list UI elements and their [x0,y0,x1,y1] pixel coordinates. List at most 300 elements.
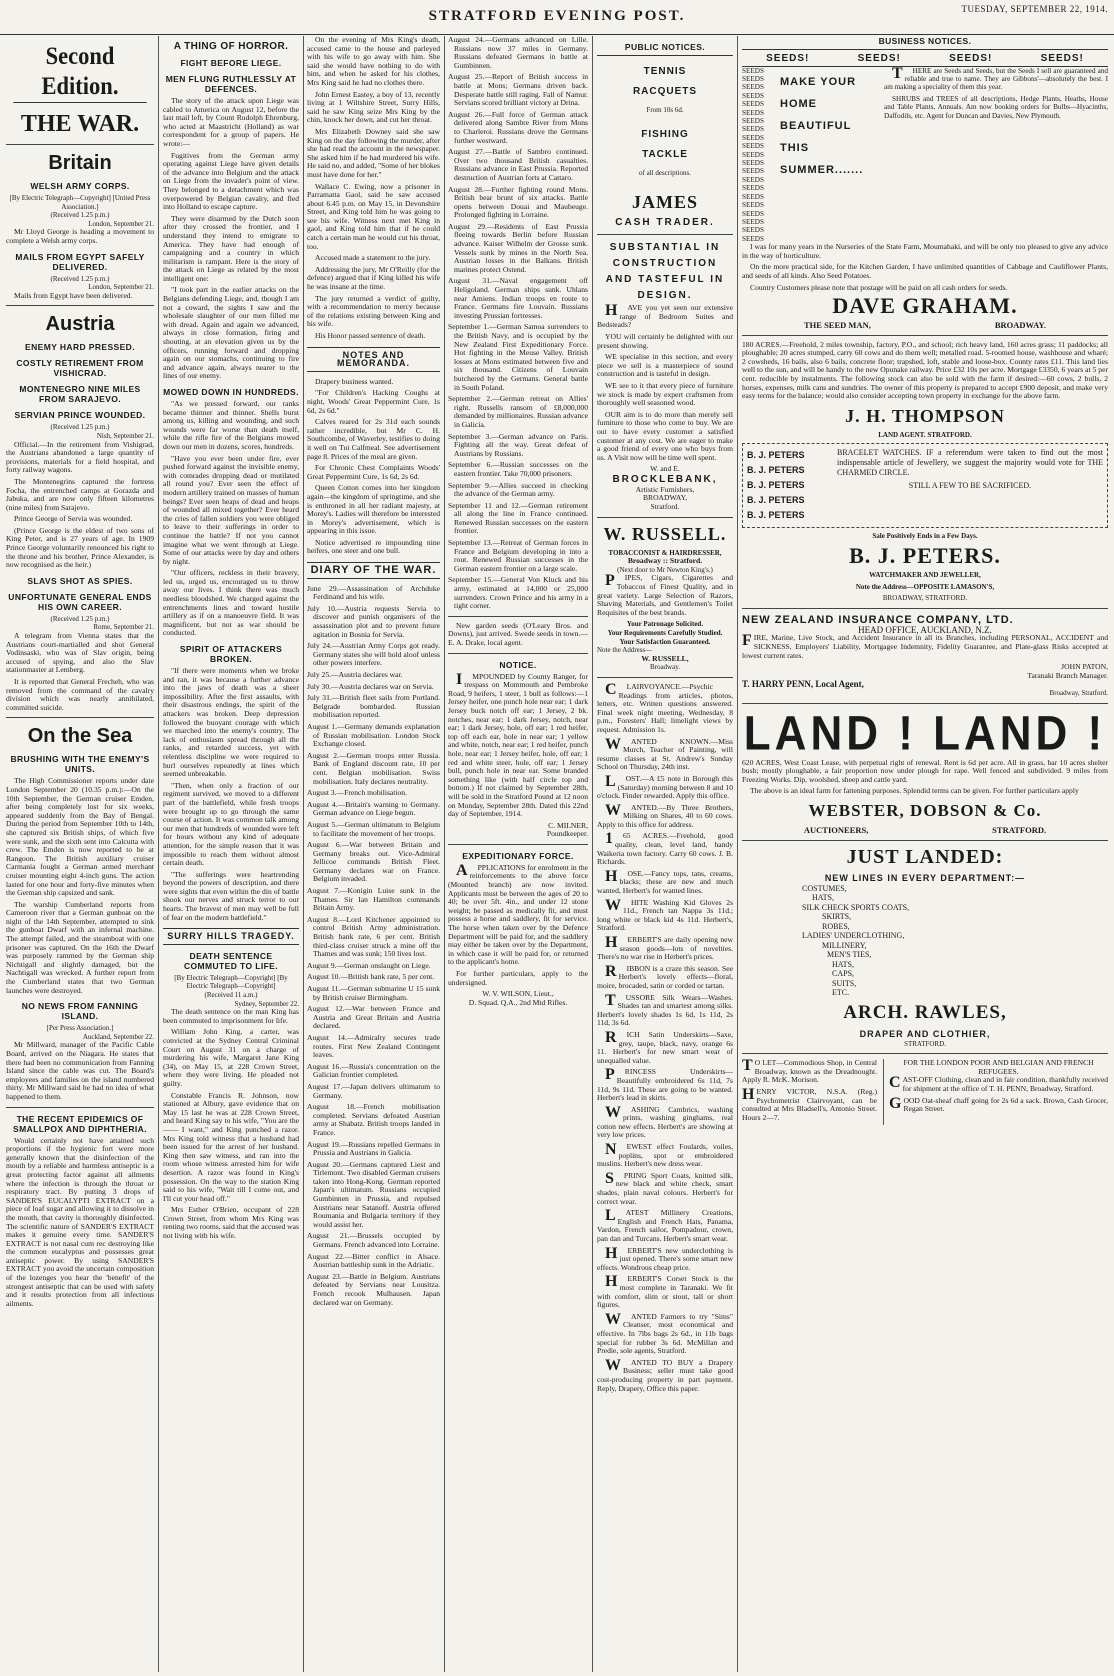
dateline: Nish, September 21. [96,431,154,440]
brocklebank-line: W. and E. [650,464,680,474]
peters-still: STILL A FEW TO BE SACRIFICED. [908,481,1032,491]
column-rule [444,36,445,1672]
subheading: ENEMY HARD PRESSED. [25,342,135,353]
diary-entry: September 11 and 12.—German retirement all along the line in France continued. Renewed Russian successes on the eastern frontier. [448,500,588,536]
received-line: (Received 1.25 p.m.) [50,423,110,432]
austria-heading: Austria [45,313,115,336]
farm-ad-text: 180 ACRES.—Freehold, 2 miles township, factory, P.O., and school; rich heavy land, 160 acres grass; 11 paddocks; all ploughable; 20 acres stumped, carry 60 cows and do them well; metalled road. 5-roomed house, washhouse and wharé; 2 cowsheds, 16 bails, also 6 bails, concrete floor; trapshed, loft, stable and loose-box. County rates £11. This land lies well to the sun, and will be handy to the new Opunake railway. Price £32 10s per acre. Mortgage £3350, 6 years at 5 per cent. reducible by instalments. The following stock can also be sold with the farm if desired:—60 cows, 2 bulls, 2 horses, expenses, milk cans and sundries. The owner of this property is prepared to accept £900 deposit, and make very easy terms for the balance; would also consider accepting town property in exchange for the above farm. [742,339,1108,401]
webster-title: AUCTIONEERS, [803,824,869,835]
column-rule [737,36,738,1672]
james-ad-name: JAMES [631,192,698,213]
classified-ad: WANTED KNOWN.—Miss Murch, Teacher of Painting, will resume classes at St. Andrew's Sunday School on Thursday, 24th inst. [597,735,733,772]
subheading: SPIRIT OF ATTACKERS BROKEN. [179,644,283,665]
received-line: (Received 1.25 p.m.) [50,614,110,623]
subheading: DEATH SENTENCE COMMUTED TO LIFE. [184,950,278,971]
divider [448,653,588,654]
classified-ad: TO LET—Commodious Shop, in Central Broadway, known as the Dreadnought. Apply R. McK. Morison. [742,1057,877,1085]
article-paragraph: Wallace C. Ewing, now a prisoner in Parramatta Gaol, said he saw accused about 6.45 p.m. on May 15, in Devonshire Street, and King told him he was going to see his wife. Witness next met King in gaol, and King told him that if he could catch a certain man he would cut his throat, too. [307,181,440,251]
nzic-sign: Taranaki Branch Manager. [1027,670,1108,680]
diary-entry: August 16.—Russia's concentration on the Galician frontier completed. [307,1061,440,1080]
landed-item: MILLINERY, [822,940,867,950]
diary-entry: August 4.—Britain's warning to Germany. German advance on Liege begun. [307,799,440,818]
subheading: FIGHT BEFORE LIEGE. [180,58,282,68]
classified-ad: HERBERT'S new underclothing is just opened. There's some smart new effects. Wondrous cheap price. [597,1244,733,1272]
landed-sub: NEW LINES IN EVERY DEPARTMENT:— [824,872,1026,883]
signature-title: Poundkeeper. [546,829,588,839]
land-text: 620 ACRES, West Coast Lease, with perpetual right of renewal. Rent is 6d per acre. All in grass, bar 10 acres shelter bush; mostly ploughable, a fair proportion now under plough for rape. Well fenced and subdivided. 9 miles from Freezing Works. Dip, woolshed, sheep and cattle yard. [742,757,1108,784]
seeds-word: SEEDS [742,167,764,176]
peters-name: B. J. PETERS [747,495,805,506]
divider [448,616,588,617]
diary-entry: August 11.—German submarine U 15 sunk by British cruiser Birmingham. [307,984,440,1002]
column-3 [307,36,440,1672]
notes-heading: NOTES AND MEMORANDA. [307,347,440,372]
fishing-desc: of all descriptions. [639,168,691,177]
classified-ad: PRINCESS Underskirts—Beautifully embroidered 6s 11d, 7s 11d, 9s 11d. These are going to be wanted. Herbert's lead in skirts. [597,1066,733,1103]
signature: W. V. WILSON, Lieut., [482,989,554,999]
business-notices-heading: BUSINESS NOTICES. [742,36,1108,50]
james-ad-sub: CASH TRADER. [615,217,715,229]
diary-entry: August 1.—Germany demands explanation of Russian mobilisation. London Stock Exchange closed. [307,721,440,749]
signature-title: D. Squad. Q.A., 2nd Mtd Rifles. [468,997,568,1007]
classified-ad: HERBERT'S are daily opening new season goods—lots of novelties. There's no war rise in Herbert's prices. [597,934,733,962]
classified-ad: WANTED Farmers to try "Sims" Cleanser, most economical and effective. In 7lbs bags 2s 6d., in 11b bags special for rubber 3s 6d. McMillan and Predie, sole agents, Stratford. [597,1310,733,1356]
article-paragraph: "Then, when only a fraction of our regiment survived, we moved to a different part of the battlefield, while fresh troops were brought up to go through the same course of action. It was common talk among our men that hundreds of wounded were left for hours without any kind of adequate attention, for the simple reason that it was impossible to reach them without almost certain death. [163,780,299,868]
peters-address: BROADWAY, STRATFORD. [882,594,968,603]
seeds-word-list [742,67,776,244]
article-paragraph: "If there were moments when we broke and ran, it was because a further advance into the jaws of death was a sheer impossibility. After the first assaults, with their disastrous endings, the spirit of the attackers was broken. Deep depression followed the buoyant courage with which we marched into the enemy's country. The lack of enthusiasm spread through all the ranks, and retarded success, yet with relentless discipline we were required to hurl ourselves repeatedly at lines which seemed unbreakable. [163,666,299,779]
brocklebank-line: BROADWAY, [642,493,688,503]
subheading: UNFORTUNATE GENERAL ENDS HIS OWN CAREER. [8,591,152,612]
peters-text: BRACELET WATCHES. IF a referendum were taken to find out the most indispensable article of Jewellery, we suggest the majority would vote for THE CHARMED CIRCLE. [837,448,1103,478]
divider [6,305,154,306]
seeds-text: SHRUBS and TREES of all descriptions, Hedge Plants, Heaths, House and Table Plants, Annuals. Am now booking orders for Bulbs—Hyacinths, Daffodils, etc. Agent for Duncan and Davies, New Plymouth. [884,94,1108,120]
diary-entry: September 1.—German Samoa surrenders to the British Navy, and is occupied by the New Zealand First Expeditionary Force. Hot fighting in the Meuse Valley. British losses at Mons estimated between five and six thousand. Citizens of Louvain butchered by the Germans. General battle in South Poland. [448,322,588,392]
subheading: MONTENEGRO NINE MILES FROM SARAJEVO. [19,384,141,405]
graham-sub [742,321,1108,330]
divider [742,335,1108,336]
seeds-slogan-box [776,67,884,244]
subheading: WELSH ARMY CORPS. [30,181,130,191]
seeds-text: Country Customers please note that postage will be paid on all cash orders for seeds. [750,282,1008,292]
article-paragraph: Addressing the jury, Mr O'Reilly (for the defence) argued that if King killed his wife he was insane at the time. [307,264,440,292]
business-notices-column [742,36,1108,1672]
landed-item: ETC. [832,988,850,998]
russell-line: Your Satisfaction Guaranteed. [619,637,711,646]
article-paragraph: "Have you ever been under fire, ever pushed forward against the invisible enemy, with comrades dropping dead or mutilated all round you? Ever seen the effect of modern artillery trained on masses of human beings? Ever seen heaps of dead and heaps of wounded all mixed together? Ever heard the cries of fallen soldiers you were obliged to leave to their sufferings in order to continue the battle? If not you cannot imagine what we went through at Liege. Some of our attacks were by day and others by night. [163,453,299,566]
note-item: "For Children's Hacking Coughs at night, Woods' Great Peppermint Cure, 1s 6d, 2s 6d." [307,388,440,415]
seeds-shout: SEEDS! [857,53,901,64]
divider [6,1107,154,1108]
peters-sale: Sale Positively Ends in a Few Days. [872,532,978,541]
received-line: (Received 1.25 p.m.) [50,211,110,220]
russell-sign: Broadway. [649,663,681,672]
diary-entry: July 30.—Austria declares war on Servia. [307,681,434,691]
diary-entry: August 27.—Battle of Sambro continued. Over two thousand British casualties. Russians advance in East Prussia. Reported destruction of Austrian forts at Cattaro. [448,147,588,182]
penn-address: Broadway, Stratford. [1049,688,1108,697]
seeds-word: SEEDS [742,117,764,126]
note-item: Notice advertised re impounding nine heifers, one steer and one bull. [307,537,440,556]
diary-entry: July 31.—British fleet sails from Portland. Belgrade bombarded. Russian mobilisation reported. [307,693,440,720]
seeds-shout: SEEDS! [1040,53,1084,64]
landed-item: COSTUMES, [802,883,847,893]
diary-entry: September 9.—Allies succeed in checking the advance of the German army. [448,480,588,499]
credit-line: [By Electric Telegraph—Copyright] [United Press Association.] [9,194,151,211]
note-item: For Chronic Chest Complaints Woods' Great Peppermint Cure, 1s 6d, 2s 6d. [307,463,440,481]
graham-address: BROADWAY. [994,320,1046,331]
subheading: MOWED DOWN IN HUNDREDS. [163,387,299,397]
diary-list [448,36,588,611]
divider [742,1053,1108,1054]
seeds-shout: SEEDS! [766,53,810,64]
subheading: BRUSHING WITH THE ENEMY'S UNITS. [10,754,150,775]
article-paragraph: "Our officers, reckless in their bravery, led us, urged us, encouraged us to throw away our lives. I think there was much needless bloodshed. We charged against the entrenchments lines and toward hostile artillery as if on a manoeuvre field. It was magnificent, but not as war should be conducted. [163,568,299,638]
seeds-word: SEEDS [742,108,764,117]
received-line: (Received 11 a.m.) [204,991,258,1000]
advert-text: Would certainly not have attained such proportions if the hygienic fort were more generally known that the disinfection of the mouth by a reliable and harmless antiseptic is a great protecting factor against all ailments where the infection is through the throat or respiratory tract. By putting 3 drops of SANDER'S EUCALYPTI EXTRACT on a piece of loaf sugar and allowing it to dissolve in the mouth, that cavity is thoroughly disinfected. The scientific nature of SANDER'S EXTRACT makes it genuine every time. SANDER'S EXTRACT is not nasal cum rec destroying like the common eucalyptus and possesses great antiseptic power. By using SANDER'S EXTRACT you avoid the uncertain composition of the lozenges you hear the 'benefit' of the strongest antiseptic that can be used with safety and it results protection from all infectious ailments. [6,1135,154,1308]
article-paragraph: The jury returned a verdict of guilty, with a recommendation to mercy because of the relations existing between King and his wife. [307,293,440,329]
seeds-word: SEEDS [742,91,764,100]
classified-ad: LATEST Millinery Creations, English and French Hats, Panama, Vardon, French sailor, Pompadour, crown, pan dan and Turcans. Herbert's smart wear. [597,1207,733,1243]
note-item: Calves reared for 2s 31d each sounds rather incredible, but Mr C. H. Southcombe, of Waverley, testifies to doing it well on Tui Calfmeal. See advertisement page 8. Prices of the meal are given. [307,417,440,461]
diary-entry: August 23.—Battle in Belgium. Austrians defeated by Servians near Lousitza. French recook Mulhausen. Japan declared war on Germany. [307,1271,440,1307]
landed-item: SUITS, [832,978,857,988]
graham-name: DAVE GRAHAM. [832,293,1018,319]
received-line: (Received 1.25 p.m.) [50,274,110,283]
peters-copy [837,448,1103,523]
article-paragraph: The story of the attack upon Liege was cabled to America on August 12, before the last mail left, by Count Rudolph Ehrenburg, who acted at Maastricht (Holland) as war correspondent for a group of papers. He wrote:— [163,96,299,148]
bottom-ads [742,1059,1108,1125]
article-paragraph: "I took part in the earlier attacks on the Belgians defending Liege, and, though I am not a coward, the sights I saw and the wholesale slaughter of our men filled me with dread. Again and again we advanced, always in close formation, firing and shouting, at an elevation given us by the officers, running forward and dropping again on our stomachs, continuing to fire and advance again, always nearer to the lines of our enemy. [163,285,299,381]
peters-name: B. J. PETERS [747,450,805,461]
diary-heading: DIARY OF THE WAR. [307,562,440,579]
seeds-word: SEEDS [742,217,764,226]
seeds-word: SEEDS [742,226,764,235]
seeds-shout: SEEDS! [949,53,993,64]
classified-ad: 165 ACRES.—Freehold, good quality, clean, level land, handy Waikeria town factory. Carry 60 cows. J. B. Richards. [597,830,733,867]
classified-ad: WANTED.—By Three Brothers, Milking on Shares, 40 to 60 cows. Apply to this office for address. [597,801,733,829]
furniture-ad-heading: SUBSTANTIAL IN CONSTRUCTION AND TASTEFUL IN DESIGN. [605,242,725,302]
diary-entry: August 7.—Konigin Luise sunk in the Thames. Sir Ian Hamilton commands Britain Army. [307,886,440,913]
public-notices-heading: PUBLIC NOTICES. [597,42,733,56]
notice-heading: NOTICE. [499,659,537,670]
land-text: The above is an ideal farm for fattening purposes. Splendid terms can be given. For further particulars apply [750,786,1079,796]
diary-list [307,585,440,1308]
furniture-ad-text: HAVE you yet seen our extensive range of Bedroom Suites and Bedsteads? [597,302,733,330]
divider [448,844,588,845]
subheading: MAILS FROM EGYPT SAFELY DELIVERED. [15,251,145,272]
russell-sign: W. RUSSELL, [641,653,689,663]
webster-sub [742,826,1108,835]
seeds-word: SEEDS [742,209,764,218]
seeds-word: SEEDS [742,175,764,184]
column-1 [6,36,154,1672]
column-2 [163,36,299,1672]
article-paragraph: Mr Millward, manager of the Pacific Cable Board, arrived on the Niagara. He states that there had been no communication from Fanning Island since the cable was cut. The Board's employees and families on the island numbered thirty. Mr Millward said he had no idea of what happened to them. [6,1040,154,1101]
diary-entry: September 2.—German retreat on Allies' right. Russells ransom of £8,000,000 demanded by millionaires. Russian advance in Galicia. [448,394,588,429]
fishing-ad-line: FISHING [641,128,689,140]
divider [6,144,154,145]
diary-entry: August 2.—German troops enter Russia. Bank of England discount rate, 10 per cent. Belgian mobilisation. Swiss mobilisation. Italy declares neutrality. [307,750,440,786]
peters-name-list [747,448,837,523]
landed-item: HATS, [812,893,835,903]
divider [6,717,154,718]
surry-heading: SURRY HILLS TRAGEDY. [163,928,299,945]
diary-entry: September 3.—German advance on Paris. Fighting all the way. Great defeat of Austrians by Russians. [448,431,588,458]
article-paragraph: It is reported that General Frecheh, who was removed from the command of the cavalry division which was nearly annihilated, committed suicide. [6,677,154,712]
penn-agent: T. HARRY PENN, Local Agent, [742,679,864,690]
rawles-address: STRATFORD. [904,1039,946,1048]
classified-ad: NEWEST effect Foulards, voiles, poplins, spot or embroidered muslins. Herbert's new dress wear. [597,1141,733,1169]
diary-entry: August 10.—British bank rate, 5 per cent. [307,972,435,982]
subheading: MEN FLUNG RUTHLESSLY AT DEFENCES. [165,74,297,94]
classified-ad: HOSE.—Fancy tops, tans, creams, blacks; these are new and much wanted, Herbert's for wanted lines. [597,867,733,896]
rawles-sub: DRAPER AND CLOTHIER, [859,1028,991,1039]
bottom-ads-left [742,1059,877,1125]
furniture-ad-text: WE specialise in this section, and every piece we sell is a masterpiece of sound construction and is tasteful in design. [597,352,733,379]
russell-sub: TOBACCONIST & HAIRDRESSER, [608,548,722,557]
peters-ad-box [742,443,1108,528]
dateline: Rome, September 21. [93,623,154,632]
subheading: SERVIAN PRINCE WOUNDED. [14,410,146,421]
note-item: Drapery business wanted. [315,376,394,386]
advert-heading: THE RECENT EPIDEMICS OF SMALLPOX AND DIPHTHERIA. [13,1113,147,1134]
diary-entry: August 3.—French mobilisation. [307,788,407,798]
russell-line: Your Requirements Carefully Studied. [607,629,723,637]
seeds-word: SEEDS [742,75,764,83]
russell-line: Your Patronage Solicited. [626,620,704,629]
nzic-text: FIRE, Marine, Live Stock, and Accident Insurance in all its Branches, including PERSONAL, ACCIDENT and SICKNESS, Employers' Liability, Mortgagee Indemnity, Fidelity Guarantee, and Plate-glass Risks accepted at lowest current rates. [742,632,1108,660]
seeds-word: SEEDS [742,192,764,201]
newspaper-title: STRATFORD EVENING POST. [428,8,686,24]
peters-watchmaker: WATCHMAKER AND JEWELLER, [869,571,981,580]
dateline: Auckland, September 22. [82,1032,154,1041]
relief-heading: FOR THE LONDON POOR AND BELGIAN AND FRENCH REFUGEES. [903,1058,1094,1076]
tennis-ad-line: RACQUETS [632,86,698,97]
furniture-ad-text: OUR aim is to do more than merely sell furniture to those who come to buy. We are out to have every customer a satisfied customer at any cost. We are eager to make a good friend of every one who buys from us. A Visit now will be time well spent. [597,409,733,462]
landed-item: CAPS, [832,969,855,979]
seeds-word: SEEDS [742,142,764,151]
landed-item: HATS, [832,959,855,969]
peters-big-name: B. J. PETERS. [849,543,1001,569]
nzic-sub: HEAD OFFICE, AUCKLAND, N.Z. [858,624,992,635]
diary-entry: September 15.—General Von Kluck and his army, estimated at 14,000 or 25,000 surrenders. Crown Prince and his army in a tight corner. [448,575,588,611]
diary-entry: August 28.—Further fighting round Mons. British bear brunt of six attacks. Battle opens between Douai and Maubeuge. Prolonged fighting in Lorraine. [448,184,588,220]
landed-item: SKIRTS, [822,912,852,922]
russell-text: PIPES, Cigars, Cigarettes and Tobaccos of Finest Quality, and in great variety. Large Selection of Razors, Shaving Materials, and Gentlemen's Toilet Requisites of the best brands. [597,572,733,617]
article-paragraph: His Honor passed sentence of death. [315,331,426,340]
divider [742,703,1108,704]
expedition-text: For further particulars, apply to the undersigned. [448,969,588,987]
notice-text: IMPOUNDED by County Ranger, for trespass on Mommouth and Pembroke Road, 9 heifers, 1 steer, 1 bull as follows:—1 Jersey heifer, one punch hole near ear; 1 dark Jersey buck notch off ear; 1 Jersey, 2 bk. notches, near ear; 1 dark Jersey, notch, near ear; 1 dark Jersey, hole, off ear; 1 red heifer, top off each ear, hole in near ear; 1 yellow and white, notch, near ear; 1 red heifer, punch hole, near ear; 1 Jersey heifer, hole, off ear; 1 red and white steer, hole, off ear; 1 Jersey bull, punch hole in near ear. Some branded something like (with half circle top and bottom.) If not claimed by September 28th, will be sold in the Stratford Pound at 12 noon on Monday, September 28th. Dated this 22nd day of September, 1914. [448,670,588,819]
tennis-ad-line: TENNIS [643,66,687,77]
diary-entry: August 17.—Japan delivers ultimatum to Germany. [307,1081,440,1100]
seeds-word: SEEDS [742,201,764,210]
brocklebank-line: Artistic Furnishers, [635,484,695,494]
article-paragraph: Prince George of Servia was wounded. [14,514,133,524]
classified-ad: HENRY VICTOR, N.S.A. (Reg.) Psychometrist Clairvoyant, can be consulted at Mrs Bladsell's, Antonio Street. Hours 2—7. [742,1085,877,1122]
article-paragraph: Mrs Elizabeth Downey said she saw King on the day following the murder, after she had read the account in the newspaper. She asked him if he had murdered his wife. He said no, and added, "Some of her blokes must have done for her." [307,126,440,179]
bottom-ads-right [883,1059,1108,1125]
article-paragraph: Official.—In the retirement from Vishigrad, the Austrians abandoned a large quantity of provisions, materials for a field hospital, and forty railway wagons. [6,439,154,475]
article-paragraph: "As we pressed forward, our ranks became thinner and thinner. Shells burst among us, killing and wounding, and such wounds were far worse than death itself, while the rifle fire of the Belgians mowed down our men in dozens, scores, hundreds. [163,399,299,451]
furniture-ad-text: WE see to it that every piece of furniture we stock is made by expert craftsmen from thoroughly well seasoned wood. [597,380,733,408]
dateline: London, September 21. [88,283,154,292]
divider [597,234,733,235]
thompson-sub: LAND AGENT. STRATFORD. [878,430,972,439]
russell-name: W. RUSSELL. [603,523,727,544]
horror-heading: A THING OF HORROR. [173,41,289,52]
article-paragraph: John Ernest Eastey, a boy of 13, recently living at 1 Wiltshire Street, Surry Hills, said he saw King seize Mrs King by the chin, knock her down, and cut her throat. [307,89,440,125]
article-paragraph: The death sentence on the man King has been commuted to imprisonment for life. [163,1007,299,1025]
seeds-ad [742,64,1108,244]
diary-entry: August 19.—Russians repelled Germans in Prussia and Austrians in Galicia. [307,1139,440,1158]
landed-item: SILK CHECK SPORTS COATS, [802,902,910,912]
article-paragraph: Constable Francis R. Johnson, now stationed at Albury, gave evidence that on May 15 last he was at 228 Crown Street, and heard King say to his wife, "You are the —— I want," and King punched a razor. Mrs King told witness that a husband had been issued for the arrest of her husband. King then saw witness, and ran into the room whose witness arrested him for wife desertion. A razor was found in King's possession. On the way to the station King said to his wife, "Wait till I come out, and I'll cut your head off." [163,1090,299,1203]
tennis-price: From 10s 6d. [646,106,684,114]
edition-heading: Second Edition. [13,42,146,103]
nzic-name: NEW ZEALAND INSURANCE COMPANY, LTD. [742,613,1014,626]
article-paragraph: William John King, a carter, was convicted at the Sydney Central Criminal Court on August 31 on a charge of murdering his wife, Margaret Jane King (34), on May 15, at 228 Crown Street, where they were living. He pleaded not guilty. [163,1027,299,1088]
subheading: NO NEWS FROM FANNING ISLAND. [21,1001,139,1022]
rawles-name: ARCH. RAWLES, [843,1001,1007,1023]
diary-entry: August 5.—German ultimatum to Belgium to facilitate the movement of her troops. [307,819,440,838]
landed-heading: JUST LANDED: [846,845,1004,868]
classified-ad: HERBERT'S Corset Stock is the most complete in Taranaki. We fit with comfort, slim or stout, tall or short figures. [597,1273,733,1310]
column-rule [303,36,304,1672]
furniture-ad-text: YOU will certainly be delighted with our present showing. [597,331,733,350]
seeds-word: SEEDS [742,234,764,243]
seeds-word: SEEDS [742,100,764,109]
expedition-text: APPLICATIONS for enrolment in the reinforcements to the above force (Mounted branch) are now invited. Applicants must be between the ages of 20 to 40; be over 5ft. 4in., and under 12 stone weight; be passed as medically fit, and must possess a horse and saddlery, fit for service. The horse when taken over by the Defence Department will be paid for, and the saddlery may either be taken over by the Department, in which case it will be paid for, or returned to the applicant's home. [448,861,588,967]
russell-next: (Next door to Mr Newton King's.) [617,565,713,574]
classified-ad: WHITE Washing Kid Gloves 2s 11d., French tan Nappa 3s 11d.; long white or black kid 4s 11d. Herbert's, Stratford. [597,896,733,933]
article-paragraph: Fugitives from the German army operating against Liege have given details of the advance into Belgium and the attack on Liege from the invader's point of view. They belonged to a detachment which was overpowered by Belgian cavalry, and fled into Holland to escape capture. [163,150,299,212]
divider [597,517,733,518]
expedition-heading: EXPEDITIONARY FORCE. [462,850,574,861]
article-paragraph: The High Commissioner reports under date London September 20 (10.35 p.m.):—On the 10th September, the German cruiser Emden, after being completely lost for six weeks, appeared suddenly from the Bay of Bengal. During the period from September 10th to 14th, she captured six British ships, of which five were sunk, and the sixth sent into Calcutta with crew. The Emden is now reported to be at Rangoon. The British auxiliary cruiser Carmania fought a German armed merchant cruiser mounting eight 4-inch guns. The action lasted for one hour and forty-five minutes when the German ship capsized and sank. [6,776,154,898]
credit-line: [By Electric Telegraph—Copyright] [By Electric Telegraph—Copyright] [174,973,288,991]
graham-title: THE SEED MAN, [804,320,871,331]
credit-line: [Per Press Association.] [46,1024,114,1033]
subheading: COSTLY RETIREMENT FROM VISHICRAD. [16,358,144,379]
article-paragraph: "The sufferings were heartrending beyond the powers of description, and there were sights that even within the din of battle shook our nerves and struck terror to our hearts. The bravest of men may well be full of fear on the modern battlefield." [163,869,299,922]
article-paragraph: Mrs Esther O'Brien, occupant of 228 Crown Street, from whom Mrs King was renting two rooms, said that the accused was not living with his wife. [163,1205,299,1241]
sea-heading: On the Sea [27,725,133,748]
seeds-word: SEEDS [742,83,764,92]
divider [742,608,1108,609]
article-paragraph: A telegram from Vienna states that the Austrians court-martialled and shot General Vodinsaski, who was of Slav origin, being accused of spying, and also the Slav stationmaster at Lemberg. [6,631,154,675]
article-paragraph: Mails from Egypt have been delivered. [14,290,133,300]
diary-entry: August 26.—Full force of German attack delivered along Sambre River from Mons to Charleroi. Russians drove the Germans further westward. [448,109,588,145]
classified-ad: LOST.—A £5 note in Borough this (Saturday) morning between 8 and 10 o'clock. Finder rewarded. Apply this office. [597,772,733,801]
peters-name: B. J. PETERS [747,510,805,521]
diary-entry: July 10.—Austria requests Servia to discover and punish organisers of the assassination plot and to prevent future agitation in Bosnia for Servia. [307,603,440,639]
webster-name: WEBSTER, DOBSON & Co. [808,800,1042,820]
diary-entry: August 20.—Germans captured Liest and Tirlemont. Two disabled German cruisers taken into Hong-Kong. German reported Japan's ultimatum. Russians occupied Gumbinnen in Prussia, and repulsed Austrians near Satanoff. Austria offered Roumania and Bulgaria territory if they would assist her. [307,1159,440,1229]
brocklebank-name: BROCKLEBANK, [612,473,718,485]
webster-address: STRATFORD. [992,824,1047,835]
diary-entry: August 25.—Report of British success in battle at Mons; Germans driven back. Desperate battle still raging. Fall of Namur. Servians scored brilliant victory at Drina. [448,72,588,108]
seeds-word: SEEDS [742,159,764,168]
fishing-ad-line: TACKLE [642,148,688,160]
subheading: SLAVS SHOT AS SPIES. [27,575,133,586]
issue-date: TUESDAY, SEPTEMBER 22, 1914. [961,4,1108,14]
diary-entry: August 21.—Brussels occupied by Germans. French advanced into Lorraine. [307,1231,440,1250]
diary-entry: August 22.—Bitter conflict in Alsace. Austrian battleship sunk in the Adriatic. [307,1251,440,1270]
seeds-slogan: MAKE YOUR HOME BEAUTIFUL THIS SUMMER....... [780,75,864,176]
seeds-ad-heading [742,53,1108,67]
land-heading: LAND ! LAND ! [743,706,1107,760]
seeds-text: On the more practical side, for the Kitchen Garden, I have unlimited quantities of Cabbage and Cauliflower Plants, and seeds of all kinds. Also Seed Potatoes. [742,262,1108,280]
diary-entry: August 9.—German onslaught on Liege. [307,960,431,970]
landed-item: LADIES' UNDERCLOTHING, [802,931,905,941]
divider [742,840,1108,841]
article-paragraph: Accused made a statement to the jury. [315,253,431,263]
article-paragraph: The Montenegrins captured the fortress Focha, the entrenched camps at Gorazda and Jabuka, and are now only fifteen kilometres (nine miles) from Sarajevo. [6,476,154,512]
classified-ad: RICH Satin Underskirts—Saxe, grey, taupe, black, navy, orange 6s 11. Herbert's for new smart wear of unequalled value. [597,1028,733,1065]
diary-entry: August 12.—War between France and Austria and Great Britain and Austria declared. [307,1004,440,1031]
article-paragraph: (Prince George is the eldest of two sons of King Peter, and is 27 years of age. In 1909 Prince George voluntarily renounced his right to the throne and his brother, Prince Alexander, is now recognised as the heir.) [6,525,154,570]
diary-entry: August 18.—French mobilisation completed. Servians defeated Austrian army at Shabatz. British troops landed in France. [307,1102,440,1137]
thompson-name: J. H. THOMPSON [845,405,1005,426]
masthead [0,0,1114,35]
diary-entry: September 6.—Russian successes on the eastern frontier. Take 70,000 prisoners. [448,460,588,478]
britain-heading: Britain [48,152,112,174]
classified-ad: WANTED TO BUY a Drapery Business; seller must take good cost-producing property in part payment. Reply, Drapery, Office this paper. [597,1356,733,1393]
column-4 [448,36,588,1672]
diary-entry: July 24.—Austrian Army Corps got ready. Germany states she will hold aloof unless other powers interfere. [307,641,440,668]
classified-ad: WASHING Cambrics, washing prints, washing ginghams, real cotton new effects. Herbert's are showing at very low prices. [597,1103,733,1140]
peters-name: B. J. PETERS [747,465,805,476]
classified-ad: TUSSORE Silk Wears—Washes. Shades tan and smartest among silks. Herbert's lovely shades 1s 6d, 1s 11d, 2s 11d, 3s 6d. [597,991,733,1028]
russell-address: Broadway :: Stratford. [627,556,703,566]
diary-entry: August 6.—War between Britain and Germany breaks out. Vice-Admiral Jellicoe commands British Fleet. Germany declares war on France. Belgium invaded. [307,840,440,884]
landed-item: MEN'S TIES, [827,950,872,960]
seeds-word: SEEDS [742,125,764,134]
seeds-word: SEEDS [742,150,764,159]
diary-entry: August 31.—Naval engagement off Heligoland. German ships sunk. Uhlans near Amiens. Indian troops en route to France. Germans fire Louvain. Russians investing Prussian fortresses. [448,276,588,320]
relief-text: CAST-OFF Clothing, clean and in fair condition, thankfully received for shipment at the office of T. H. PENN, Broadway, Stratford. [889,1074,1108,1093]
seeds-text: I was for many years in the Nurseries of the State Farm, Moumahaki, and will be only too pleased to give any advice in the way of horticulture. [742,242,1108,260]
landed-item: ROBES, [822,921,850,931]
column-rule [158,36,159,1672]
article-paragraph: The warship Cumberland reports from Cameroon river that a German gunboat on the night of the 14th September, attempted to sink the gunboat Dwarf with an infernal machine. The attempt failed, and the steamboat with one prisoner was captured. On the 16th the Dwarf was purposely rammed by the German ship Nichtigall and slightly damaged, but the Nachtigall was wrecked. A further report from the Cumberland states that two German launches were destroyed. [6,899,154,995]
seeds-word: SEEDS [742,184,764,193]
dateline: Sydney, September 22. [234,999,299,1008]
diary-entry: August 14.—Admiralty secures trade routes. First New Zealand Contingent leaves. [307,1032,440,1060]
divider [597,677,733,678]
brocklebank-line: Stratford. [650,502,680,512]
dateline: London, September 21. [88,219,154,228]
column-5 [597,36,733,1672]
classified-ad: GOOD Oat-sheaf chaff going for 2s 6d a sack. Brown, Cash Grocer, Regan Street. [889,1094,1108,1114]
note-item: Queen Cotton comes into her kingdom again—the kingdom of springtime, and she is enthroned in all her radiant majesty, at Morey's. Ladies will therefore be interested in Morey's advertisement, which is appearing in this issue. [307,483,440,536]
article-paragraph: On the evening of Mrs King's death, accused came to the house and parleyed with his wife to go away with him. She said she would have nothing to do with him, and when he asked for his clothes, Mrs King said he had no clothes there. [307,36,440,87]
war-heading: THE WAR. [20,111,140,137]
article-paragraph: New garden seeds (O'Leary Bros. and Downs), just arrived. Swede seeds in town.—E. A. Drake, local agent. [448,620,588,647]
classified-ad: SPRING Sport Coats, knitted silk, new black and white check, smart shades, plain naval colours. Herbert's for correct wear. [597,1169,733,1206]
landed-items [742,884,1108,998]
column-rule [592,36,593,1672]
peters-name: B. J. PETERS [747,480,805,491]
classified-ad: CLAIRVOYANCE.—Psychic Readings from articles, photos, letters, etc. Written questions answered. Final week night meeting, Wednesday, 8 p.m., Foresters' Hall; limelight views by request. Admission 1s. [597,680,733,734]
peters-note: Note the Address—OPPOSITE LAMASON'S, [855,582,995,591]
diary-entry: August 8.—Lord Kitchener appointed to control British Army administration. British bank rate, 6 per cent. British third-class cruiser struck a mine off the Thames and was sunk; 150 lives lost. [307,914,440,959]
diary-entry: September 13.—Retreat of German forces in France and Belgium developing in into a rout. Renewed Russian successes in the German eastern frontier on a large scale. [448,538,588,573]
seeds-copy [884,64,1108,244]
diary-entry: July 25.—Austria declares war. [307,670,403,679]
